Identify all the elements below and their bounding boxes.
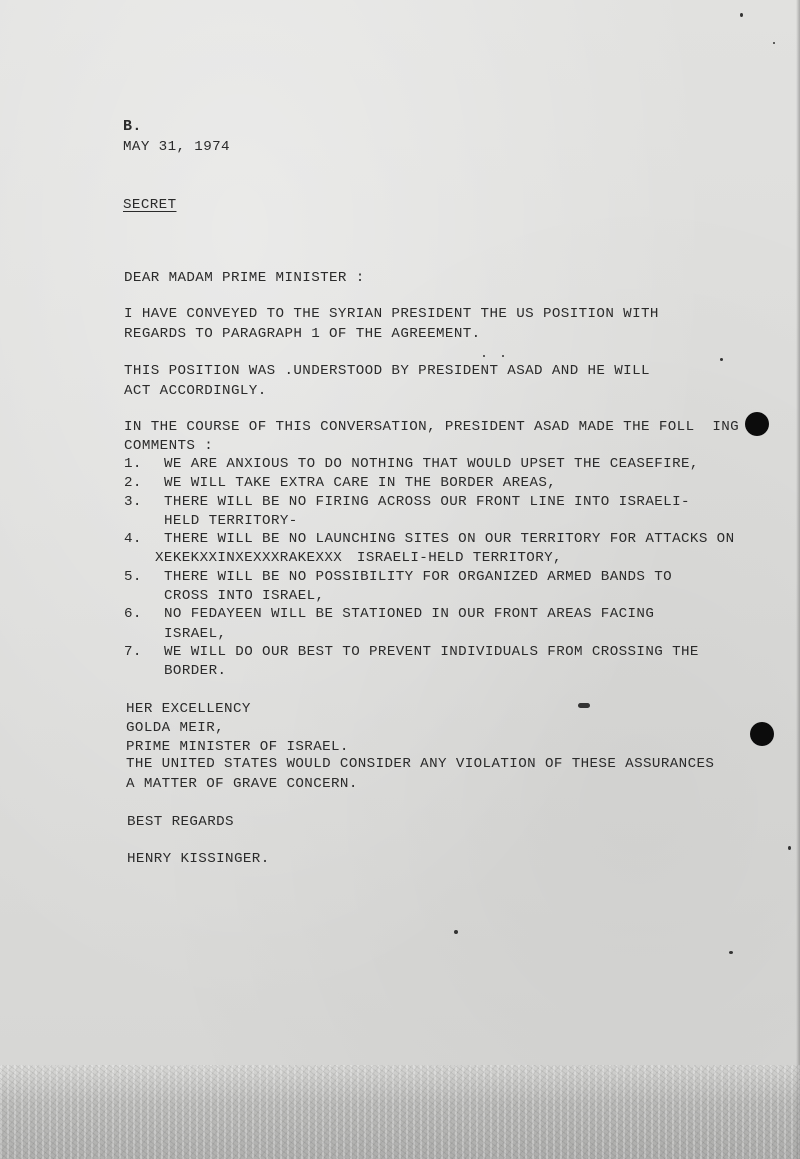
list-item-text: ISRAEL, — [164, 626, 227, 642]
punch-hole-icon — [745, 412, 769, 436]
list-item-text: THERE WILL BE NO POSSIBILITY FOR ORGANIZED ARMED BANDS TO — [164, 569, 673, 585]
list-item-text: ISRAELI-HELD TERRITORY, — [348, 550, 562, 566]
speck — [773, 42, 775, 44]
salutation: DEAR MADAM PRIME MINISTER : — [124, 270, 365, 286]
signature: HENRY KISSINGER. — [127, 851, 270, 867]
closing: BEST REGARDS — [127, 814, 234, 830]
speck — [578, 703, 590, 708]
list-item-number: 4. — [124, 531, 142, 547]
addressee-line: HER EXCELLENCY — [126, 701, 251, 717]
paragraph-1-line: I HAVE CONVEYED TO THE SYRIAN PRESIDENT THE US POSITION WITH — [124, 306, 659, 322]
punch-hole-icon — [750, 722, 774, 746]
list-item-number: 3. — [124, 494, 142, 510]
letter-date: MAY 31, 1974 — [123, 139, 230, 155]
paragraph-3-line: IN THE COURSE OF THIS CONVERSATION, PRESIDENT ASAD MADE THE FOLL ING — [124, 419, 740, 435]
list-item-text: NO FEDAYEEN WILL BE STATIONED IN OUR FRONT AREAS FACING — [164, 606, 655, 622]
paragraph-2-line: THIS POSITION WAS .UNDERSTOOD BY PRESIDENT ASAD AND HE WILL — [124, 363, 650, 379]
list-item-text: THERE WILL BE NO LAUNCHING SITES ON OUR TERRITORY FOR ATTACKS ON — [164, 531, 735, 547]
paragraph-4-line: A MATTER OF GRAVE CONCERN. — [126, 776, 358, 792]
list-item-number: 2. — [124, 475, 142, 491]
list-item-number: 5. — [124, 569, 142, 585]
list-item-number: 7. — [124, 644, 142, 660]
page-marker: B. — [123, 118, 142, 135]
paragraph-1-line: REGARDS TO PARAGRAPH 1 OF THE AGREEMENT. — [124, 326, 481, 342]
list-item-number: 6. — [124, 606, 142, 622]
addressee-line: GOLDA MEIR, — [126, 720, 225, 736]
list-item-text: WE ARE ANXIOUS TO DO NOTHING THAT WOULD UPSET THE CEASEFIRE, — [164, 456, 699, 472]
list-item-text: WE WILL DO OUR BEST TO PREVENT INDIVIDUALS FROM CROSSING THE — [164, 644, 699, 660]
speck — [729, 951, 733, 954]
page-edge-shadow — [796, 0, 800, 1159]
struck-out-text: XEKEKXXINXEXXXRAKEXXX — [155, 550, 343, 566]
paragraph-2-line: ACT ACCORDINGLY. — [124, 383, 267, 399]
speck — [788, 846, 791, 850]
list-item-text: CROSS INTO ISRAEL, — [164, 588, 325, 604]
addressee-line: PRIME MINISTER OF ISRAEL. — [126, 739, 349, 755]
list-item-number: 1. — [124, 456, 142, 472]
paragraph-3-line: COMMENTS : — [124, 438, 214, 454]
scan-noise-strip — [0, 1065, 800, 1159]
list-item-text: WE WILL TAKE EXTRA CARE IN THE BORDER AREAS, — [164, 475, 557, 491]
list-item-text: HELD TERRITORY- — [164, 513, 298, 529]
list-item-text: BORDER. — [164, 663, 227, 679]
speck — [454, 930, 458, 934]
paragraph-4-line: THE UNITED STATES WOULD CONSIDER ANY VIOLATION OF THESE ASSURANCES — [126, 756, 715, 772]
list-item-text: THERE WILL BE NO FIRING ACROSS OUR FRONT LINE INTO ISRAELI- — [164, 494, 690, 510]
speck — [483, 355, 485, 357]
speck — [740, 13, 743, 17]
speck — [720, 358, 723, 361]
classification-label: SECRET — [123, 197, 177, 213]
speck — [502, 355, 504, 357]
